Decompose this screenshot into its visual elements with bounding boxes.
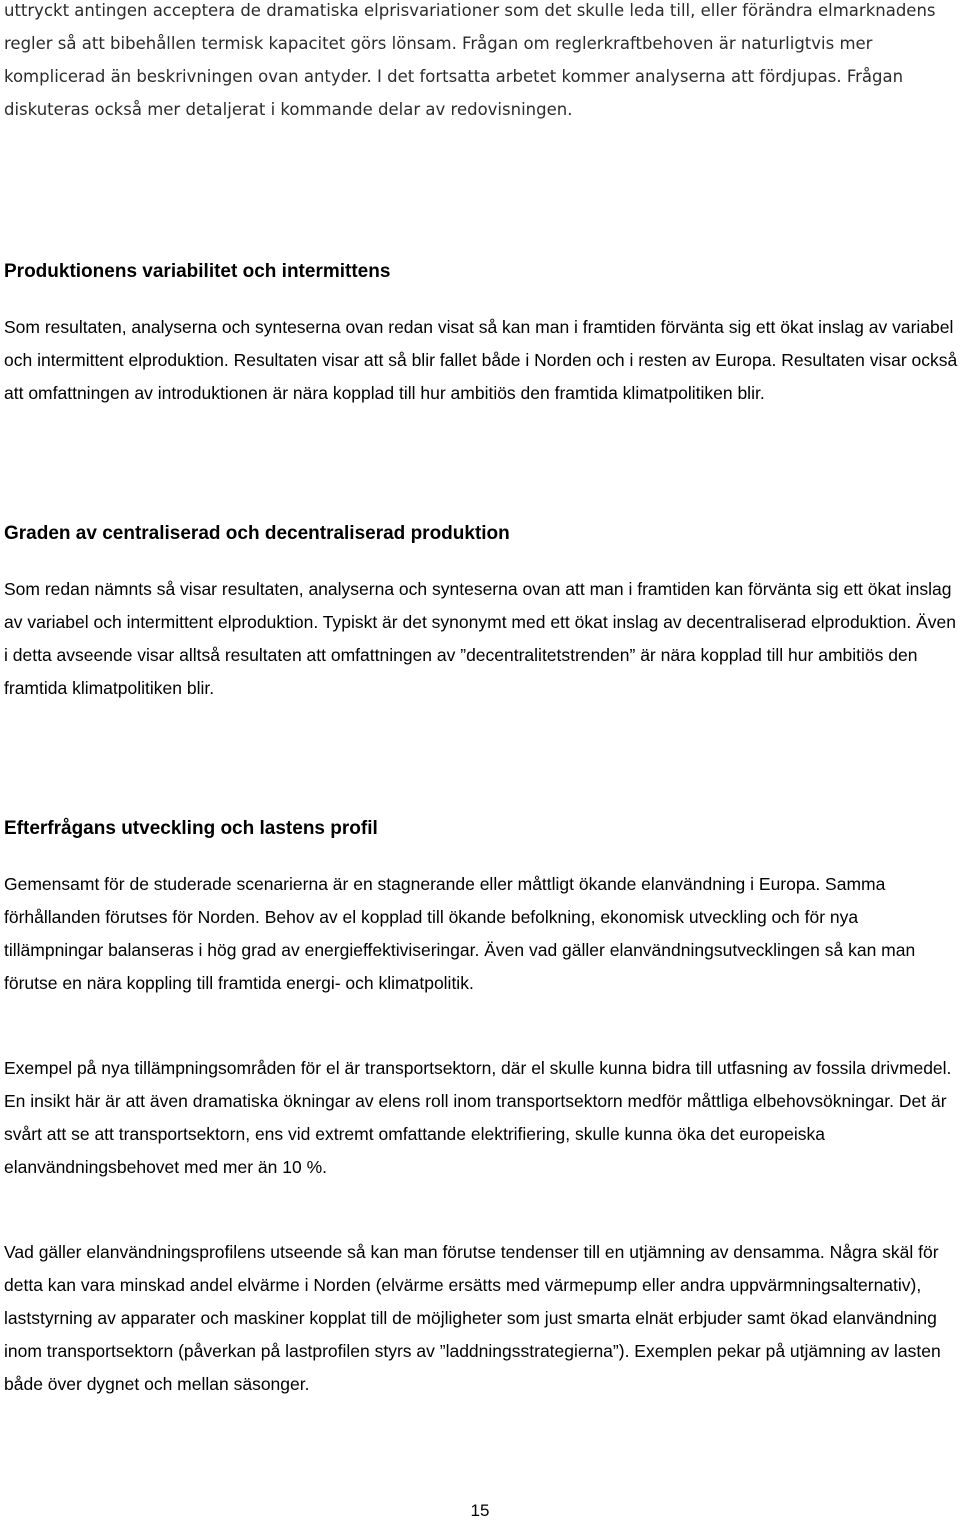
section-heading-demand: Efterfrågans utveckling och lastens profil [4, 818, 378, 839]
intro-paragraph: uttryckt antingen acceptera de dramatiska elprisvariationer som det skulle leda till, eller förändra elmarknadens regler så att bibehållen termisk kapacitet görs lönsam. Frågan om reglerkraftbehoven är naturligtvis mer komplicerad än beskrivningen ovan antyder. I det fortsatta arbetet kommer analyserna att fördjupas. Frågan diskuteras också mer detaljerat i kommande delar av redovisningen. [4, 1, 936, 119]
section-paragraph-demand-3: Vad gäller elanvändningsprofilens utseende så kan man förutse tendenser till en utjämning av densamma. Några skäl för detta kan vara minskad andel elvärme i Norden (elvärme ersätts med värmepump eller andra uppvärmningsalternativ), laststyrning av apparater och maskiner kopplat till de möjligheter som just smarta elnät erbjuder samt ökad elanvändning inom transportsektorn (påverkan på lastprofilen styrs av ”laddningsstrategierna”). Exemplen pekar på utjämning av lasten både över dygnet och mellan säsonger. [4, 1242, 941, 1394]
page-number: 15 [470, 1501, 490, 1520]
section-paragraph-demand-1: Gemensamt för de studerade scenarierna är en stagnerande eller måttligt ökande elanvändning i Europa. Samma förhållanden förutses för Norden. Behov av el kopplad till ökande befolkning, ekonomisk utveckling och för nya tillämpningar balanseras i hög grad av energieffektiviseringar. Även vad gäller elanvändningsutvecklingen så kan man förutse en nära koppling till framtida energi- och klimatpolitik. [4, 874, 916, 993]
section-heading-centralisation: Graden av centraliserad och decentraliserad produktion [4, 523, 510, 544]
section-paragraph-demand-2: Exempel på nya tillämpningsområden för el är transportsektorn, där el skulle kunna bidra till utfasning av fossila drivmedel. En insikt här är att även dramatiska ökningar av elens roll inom transportsektorn medför måttliga elbehovsökningar. Det är svårt att se att transportsektorn, ens vid extremt omfattande elektrifiering, skulle kunna öka det europeiska elanvändningsbehovet med mer än 10 %. [4, 1058, 952, 1177]
section-paragraph-variability: Som resultaten, analyserna och synteserna ovan redan visat så kan man i framtiden förvänta sig ett ökat inslag av variabel och intermittent elproduktion. Resultaten visar att så blir fallet både i Norden och i resten av Europa. Resultaten visar också att omfattningen av introduktionen är nära kopplad till hur ambitiös den framtida klimatpolitiken blir. [4, 317, 958, 403]
section-paragraph-centralisation: Som redan nämnts så visar resultaten, analyserna och synteserna ovan att man i framtiden kan förvänta sig ett ökat inslag av variabel och intermittent elproduktion. Typiskt är det synonymt med ett ökat inslag av decentraliserad elproduktion. Även i detta avseende visar alltså resultaten att omfattningen av ”decentralitetstrenden” är nära kopplad till hur ambitiös den framtida klimatpolitiken blir. [4, 579, 956, 698]
section-heading-variability: Produktionens variabilitet och intermittens [4, 261, 391, 282]
